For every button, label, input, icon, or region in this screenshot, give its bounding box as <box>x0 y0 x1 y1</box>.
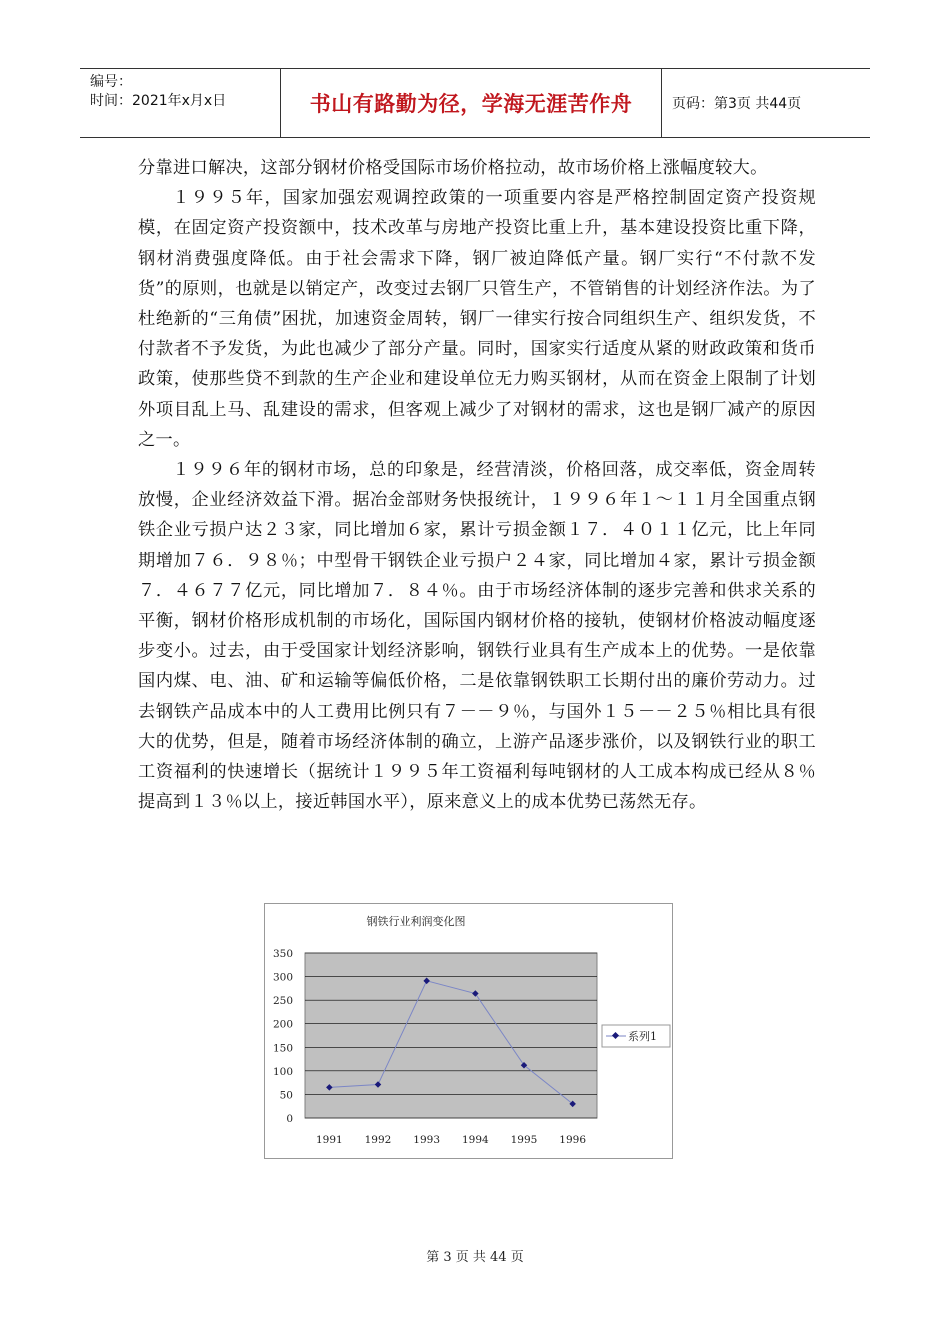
paragraph-1996: １９９６年的钢材市场，总的印象是，经营清淡，价格回落，成交率低，资金周转放慢，企业经济效益下滑。据冶金部财务快报统计，１９９６年１～１１月全国重点钢铁企业亏损户达２３家，同比增加６家，累计亏损金额１７．４０１１亿元，比上年同期增加７６．９８％；中型骨干钢铁企业亏损户２４家，同比增加４家，累计亏损金额７．４６７７亿元，同比增加７．８４％。由于市场经济体制的逐步完善和供求关系的平衡，钢材价格形成机制的市场化，国际国内钢材价格的接轨，使钢材价格波动幅度逐步变小。过去，由于受国家计划经济影响，钢铁行业具有生产成本上的优势。一是依靠国内煤、电、油、矿和运输等偏低价格，二是依靠钢铁职工长期付出的廉价劳动力。过去钢铁产品成本中的人工费用比例只有７－－９％，与国外１５－－２５％相比具有很大的优势，但是，随着市场经济体制的确立，上游产品逐步涨价，以及钢铁行业的职工工资福利的快速增长（据统计１９９５年工资福利每吨钢材的人工成本构成已经从８％提高到１３％以上，接近韩国水平），原来意义上的成本优势已荡然无存。 <box>138 460 816 813</box>
x-tick-label: 1992 <box>364 1134 392 1146</box>
paragraph-continuation: 分靠进口解决，这部分钢材价格受国际市场价格拉动，故市场价格上涨幅度较大。 <box>138 158 768 178</box>
x-tick-label: 1996 <box>559 1134 587 1146</box>
legend-label: 系列1 <box>628 1030 657 1043</box>
y-tick-label: 100 <box>272 1065 293 1078</box>
header-meta <box>80 69 281 137</box>
y-axis-ticks <box>273 948 293 1125</box>
x-tick-label: 1991 <box>315 1134 343 1146</box>
x-tick-label: 1995 <box>510 1134 538 1146</box>
x-axis-ticks <box>316 1134 586 1146</box>
y-tick-label: 200 <box>272 1018 293 1031</box>
header-page-info: 页码：第3页 共44页 <box>672 96 802 112</box>
y-tick-label: 50 <box>279 1089 293 1102</box>
profit-chart <box>264 903 673 1159</box>
header-motto: 书山有路勤为径，学海无涯苦作舟 <box>281 69 662 137</box>
chart-title: 钢铁行业利润变化图 <box>366 915 466 928</box>
y-tick-label: 350 <box>272 948 293 960</box>
y-tick-label: 250 <box>272 995 293 1008</box>
document-body <box>138 153 816 817</box>
chart-svg <box>265 904 672 1158</box>
x-tick-label: 1994 <box>461 1134 489 1146</box>
y-tick-label: 300 <box>272 971 293 984</box>
x-tick-label: 1993 <box>413 1134 441 1146</box>
plot-area <box>305 953 597 1118</box>
y-tick-label: 0 <box>286 1113 293 1125</box>
page-header <box>80 68 870 138</box>
number-label: 编号： <box>90 74 132 90</box>
chart-legend <box>602 1025 670 1047</box>
page-footer: 第 3 页 共 44 页 <box>426 1250 524 1265</box>
date-label: 时间：2021年x月x日 <box>90 93 227 109</box>
paragraph-1995: １９９５年，国家加强宏观调控政策的一项重要内容是严格控制固定资产投资规模，在固定资产投资额中，技术改革与房地产投资比重上升，基本建设投资比重下降，钢材消费强度降低。由于社会需求下降，钢厂被迫降低产量。钢厂实行“不付款不发货”的原则，也就是以销定产，改变过去钢厂只管生产，不管销售的计划经济作法。为了杜绝新的“三角债”困扰，加速资金周转，钢厂一律实行按合同组织生产、组织发货，不付款者不予发货，为此也减少了部分产量。同时，国家实行适度从紧的财政政策和货币政策，使那些贷不到款的生产企业和建设单位无力购买钢材，从而在资金上限制了计划外项目乱上马、乱建设的需求，但客观上减少了对钢材的需求，这也是钢厂减产的原因之一。 <box>138 188 816 450</box>
y-tick-label: 150 <box>272 1042 293 1055</box>
